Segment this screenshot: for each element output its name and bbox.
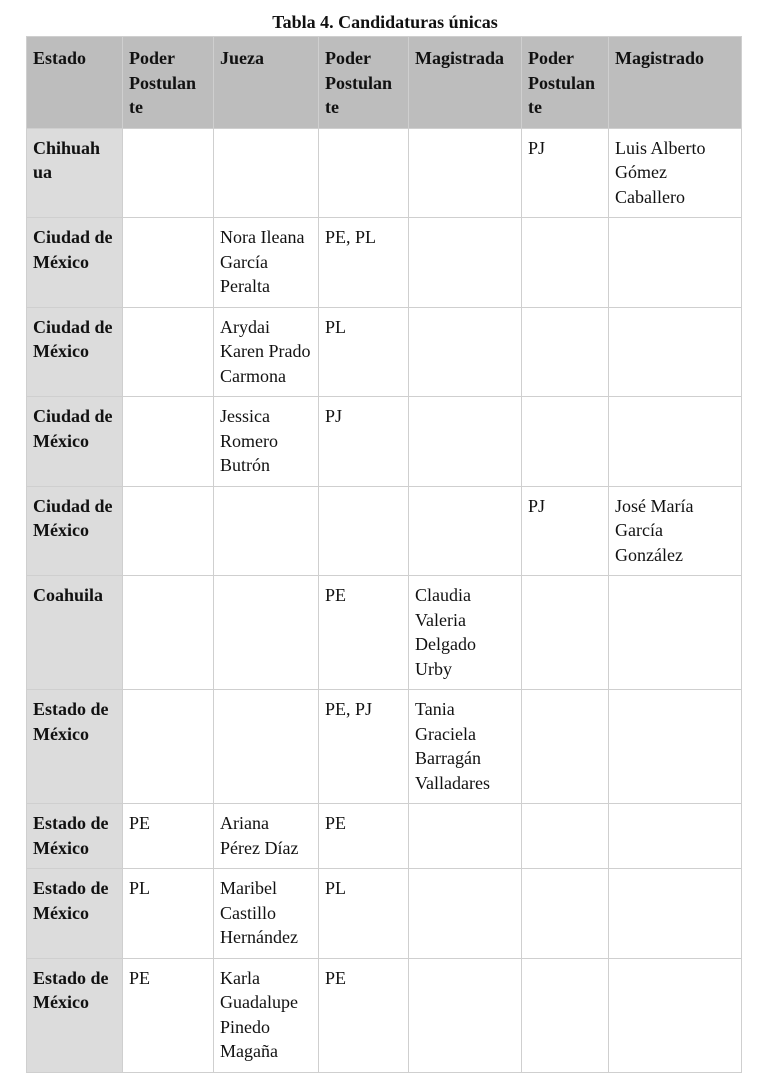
estado-cell: Estado de México [27,869,123,959]
magistrado-cell [609,218,742,308]
poder-postulante-cell: PL [123,869,214,959]
header-poder-postulante-magistrado: Poder Postulan te [522,37,609,129]
poder-postulante-cell: PE, PL [319,218,409,308]
magistrada-cell [409,307,522,397]
jueza-cell: Arydai Karen Prado Carmona [214,307,319,397]
estado-cell: Ciudad de México [27,486,123,576]
poder-postulante-cell: PE [319,958,409,1072]
magistrado-cell [609,307,742,397]
estado-cell: Ciudad de México [27,397,123,487]
table-row [27,576,742,690]
candidaturas-table [26,36,742,1073]
table-row [27,218,742,308]
magistrado-cell [609,576,742,690]
table-row [27,804,742,869]
poder-postulante-cell: PE [123,958,214,1072]
poder-postulante-cell [123,576,214,690]
jueza-cell: Karla Guadalupe Pinedo Magaña [214,958,319,1072]
poder-postulante-cell [522,804,609,869]
magistrado-cell: José María García González [609,486,742,576]
magistrada-cell [409,218,522,308]
poder-postulante-cell [522,218,609,308]
magistrado-cell [609,397,742,487]
header-jueza: Jueza [214,37,319,129]
poder-postulante-cell [522,307,609,397]
jueza-cell [214,690,319,804]
poder-postulante-cell: PE [319,576,409,690]
magistrado-cell [609,690,742,804]
table-row [27,869,742,959]
jueza-cell: Nora Ileana García Peralta [214,218,319,308]
table-row [27,486,742,576]
estado-cell: Ciudad de México [27,307,123,397]
table-caption: Tabla 4. Candidaturas únicas [272,12,498,32]
magistrado-cell: Luis Alberto Gómez Caballero [609,128,742,218]
header-estado: Estado [27,37,123,129]
table-row [27,690,742,804]
poder-postulante-cell [319,486,409,576]
table-header [27,37,742,129]
header-row [27,37,742,129]
magistrada-cell [409,128,522,218]
header-magistrada: Magistrada [409,37,522,129]
estado-cell: Coahuila [27,576,123,690]
table-row [27,958,742,1072]
table-row [27,307,742,397]
poder-postulante-cell [522,690,609,804]
magistrado-cell [609,869,742,959]
poder-postulante-cell [522,576,609,690]
poder-postulante-cell: PJ [319,397,409,487]
poder-postulante-cell [319,128,409,218]
magistrada-cell [409,804,522,869]
poder-postulante-cell: PJ [522,486,609,576]
estado-cell: Estado de México [27,804,123,869]
header-poder-postulante-magistrada: Poder Postulan te [319,37,409,129]
estado-cell: Ciudad de México [27,218,123,308]
magistrado-cell [609,804,742,869]
magistrado-cell [609,958,742,1072]
magistrada-cell: Tania Graciela Barragán Valladares [409,690,522,804]
poder-postulante-cell: PL [319,869,409,959]
poder-postulante-cell [123,218,214,308]
magistrada-cell: Claudia Valeria Delgado Urby [409,576,522,690]
estado-cell: Estado de México [27,690,123,804]
magistrada-cell [409,869,522,959]
poder-postulante-cell: PL [319,307,409,397]
table-row [27,128,742,218]
magistrada-cell [409,958,522,1072]
jueza-cell [214,486,319,576]
poder-postulante-cell [123,128,214,218]
poder-postulante-cell [123,397,214,487]
magistrada-cell [409,397,522,487]
poder-postulante-cell: PE [319,804,409,869]
estado-cell: Chihuah ua [27,128,123,218]
jueza-cell: Jessica Romero Butrón [214,397,319,487]
poder-postulante-cell: PE [123,804,214,869]
poder-postulante-cell: PE, PJ [319,690,409,804]
estado-cell: Estado de México [27,958,123,1072]
header-magistrado: Magistrado [609,37,742,129]
poder-postulante-cell [522,958,609,1072]
poder-postulante-cell [123,690,214,804]
table-body [27,128,742,1072]
poder-postulante-cell [522,397,609,487]
poder-postulante-cell [522,869,609,959]
header-poder-postulante-jueza: Poder Postulan te [123,37,214,129]
poder-postulante-cell [123,307,214,397]
poder-postulante-cell [123,486,214,576]
jueza-cell [214,576,319,690]
jueza-cell [214,128,319,218]
table-row [27,397,742,487]
jueza-cell: Ariana Pérez Díaz [214,804,319,869]
magistrada-cell [409,486,522,576]
jueza-cell: Maribel Castillo Hernández [214,869,319,959]
poder-postulante-cell: PJ [522,128,609,218]
